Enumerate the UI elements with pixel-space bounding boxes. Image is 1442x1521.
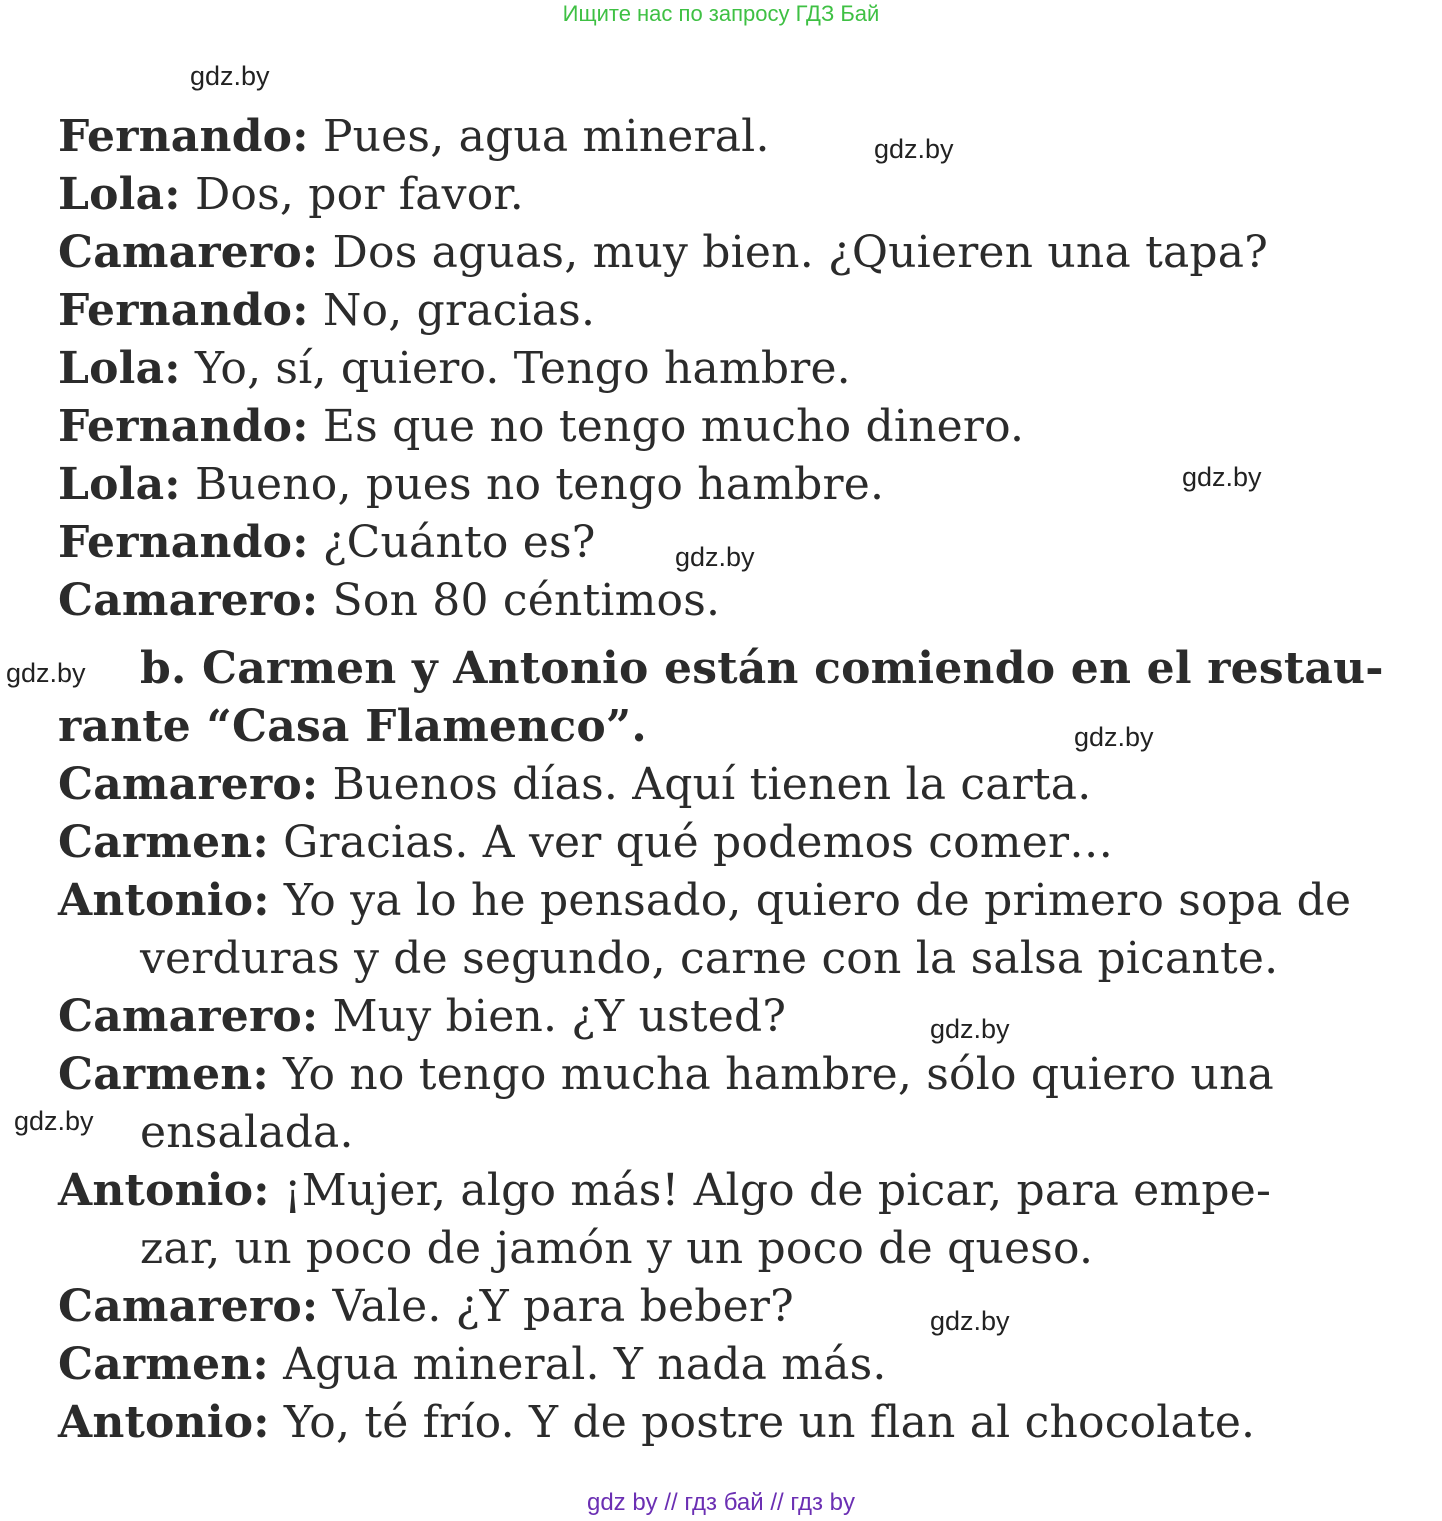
dialogue-line: [58, 1339, 887, 1391]
speaker-name: Carmen:: [58, 817, 269, 868]
dialogue-text: Bueno, pues no tengo hambre.: [180, 459, 885, 510]
dialogue-text: Dos aguas, muy bien. ¿Quieren una tapa?: [318, 227, 1268, 278]
dialogue-text: Muy bien. ¿Y usted?: [318, 991, 787, 1042]
watermark: gdz.by: [874, 134, 954, 164]
dialogue-text: Yo no tengo mucha hambre, sólo quiero una: [268, 1049, 1274, 1100]
dialogue-continuation: ensalada.: [140, 1107, 354, 1158]
dialogue-text: Pues, agua mineral.: [308, 111, 770, 162]
speaker-name: Fernando:: [58, 401, 309, 452]
section-heading-continuation: rante “Casa Flamenco”.: [58, 701, 647, 752]
dialogue-text: Gracias. A ver qué podemos comer…: [268, 817, 1114, 868]
dialogue-continuation: verduras y de segundo, carne con la salsa picante.: [140, 933, 1279, 984]
dialogue-line: [58, 401, 1024, 453]
dialogue-text: Es que no tengo mucho dinero.: [308, 401, 1025, 452]
dialogue-text: Yo ya lo he pensado, quiero de primero sopa de: [269, 875, 1352, 926]
speaker-name: Lola:: [58, 459, 181, 510]
speaker-name: Antonio:: [58, 1165, 270, 1216]
dialogue-line: [58, 517, 596, 569]
dialogue-text: ¿Cuánto es?: [308, 517, 596, 568]
dialogue-text: Yo, sí, quiero. Tengo hambre.: [180, 343, 851, 394]
speaker-name: Camarero:: [58, 227, 319, 278]
dialogue-line: [58, 817, 1113, 869]
dialogue-line: [58, 111, 770, 163]
dialogue-line: [58, 1165, 1271, 1217]
dialogue-line: [58, 169, 524, 221]
speaker-name: Camarero:: [58, 1281, 319, 1332]
dialogue-line: [58, 1397, 1255, 1449]
dialogue-text: Buenos días. Aquí tienen la carta.: [318, 759, 1092, 810]
dialogue-line: [58, 227, 1268, 279]
dialogue-line: [58, 875, 1351, 927]
dialogue-line: [58, 1281, 794, 1333]
dialogue-line: [58, 459, 884, 511]
watermark: gdz.by: [6, 658, 86, 688]
speaker-name: Antonio:: [58, 1397, 270, 1448]
dialogue-line: [58, 759, 1091, 811]
watermark: gdz.by: [14, 1106, 94, 1136]
speaker-name: Camarero:: [58, 991, 319, 1042]
watermark: gdz.by: [675, 542, 755, 572]
dialogue-line: [58, 285, 595, 337]
speaker-name: Carmen:: [58, 1339, 269, 1390]
top-banner[interactable]: Ищите нас по запросу ГДЗ Бай: [562, 1, 880, 26]
dialogue-text: Dos, por favor.: [180, 169, 524, 220]
watermark: gdz.by: [1074, 722, 1154, 752]
speaker-name: Fernando:: [58, 111, 309, 162]
dialogue-text: Son 80 céntimos.: [318, 575, 721, 626]
dialogue-text: ¡Mujer, algo más! Algo de picar, para empe-: [269, 1165, 1272, 1216]
dialogue-line: [58, 991, 786, 1043]
speaker-name: Fernando:: [58, 285, 309, 336]
dialogue-text: Agua mineral. Y nada más.: [268, 1339, 887, 1390]
footer-links[interactable]: gdz by // гдз бай // гдз by: [586, 1489, 856, 1516]
dialogue-text: Vale. ¿Y para beber?: [318, 1281, 794, 1332]
dialogue-line: [58, 343, 851, 395]
speaker-name: Camarero:: [58, 759, 319, 810]
speaker-name: Camarero:: [58, 575, 319, 626]
dialogue-continuation: zar, un poco de jamón y un poco de queso.: [140, 1223, 1094, 1274]
watermark: gdz.by: [1182, 462, 1262, 492]
dialogue-text: Yo, té frío. Y de postre un flan al chocolate.: [269, 1397, 1256, 1448]
speaker-name: Fernando:: [58, 517, 309, 568]
speaker-name: Lola:: [58, 169, 181, 220]
dialogue-line: [58, 1049, 1274, 1101]
speaker-name: Antonio:: [58, 875, 270, 926]
speaker-name: Lola:: [58, 343, 181, 394]
watermark: gdz.by: [930, 1306, 1010, 1336]
watermark: gdz.by: [930, 1014, 1010, 1044]
speaker-name: Carmen:: [58, 1049, 269, 1100]
dialogue-text: No, gracias.: [308, 285, 596, 336]
section-heading: b. Carmen y Antonio están comiendo en el restau-: [140, 643, 1384, 694]
watermark: gdz.by: [190, 61, 270, 91]
dialogue-line: [58, 575, 720, 627]
